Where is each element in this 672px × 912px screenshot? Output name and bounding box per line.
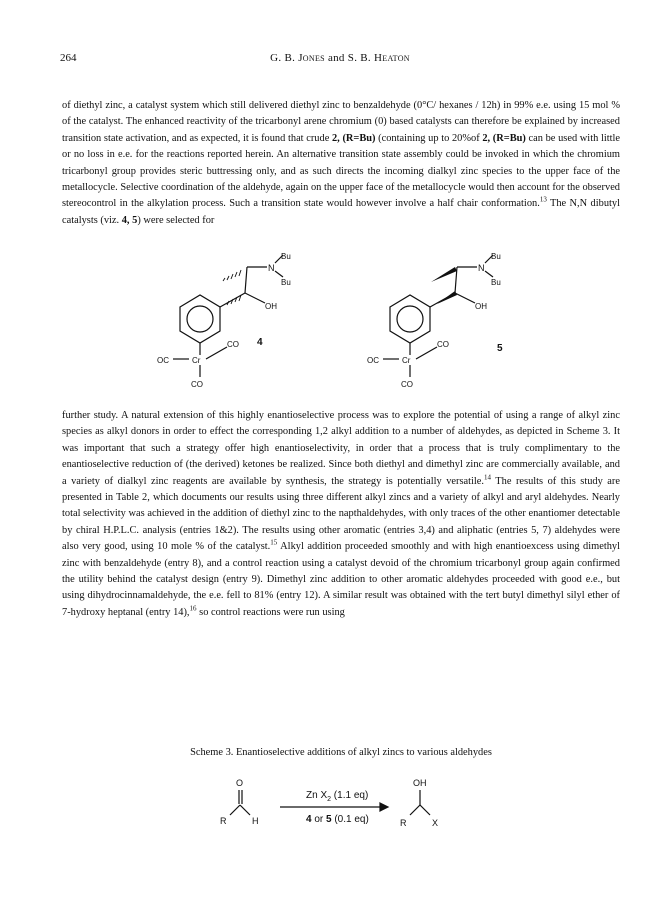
nitrogen-label: N (268, 263, 275, 273)
catalyst-label (306, 814, 369, 825)
catalyst-text: or (311, 814, 327, 825)
butyl-label: Bu (281, 278, 291, 287)
reference-superscript: 13 (539, 195, 547, 204)
butyl-label: Bu (281, 252, 291, 261)
reagent-equivalents: (1.1 eq) (331, 790, 369, 801)
reagent-label (306, 790, 368, 803)
running-head-part: G. B. J (270, 52, 303, 64)
running-head-part: eaton (382, 52, 410, 64)
text-run: so control reactions were run using (196, 606, 345, 618)
oxygen-label: O (236, 778, 244, 788)
text-run: can be used with little or no loss in e.e. for the reactions reported herein. An alternative transition state assembly could be invoked in which the chromium tricarbonyl group provides steric buttressing only, and as such directs the incoming dialkyl zinc species to the upper face of the metallocycle. Selective coordination of the aldehyde, again on the upper face of the metallocycle would then account for the observed stereocontrol in the alkylation process. Such a transition state would however involve a half chair conformation. (62, 132, 620, 210)
carbonyl-label: OC (367, 356, 379, 365)
catalyst-number: 4 (306, 814, 312, 825)
body-paragraph-1 (62, 98, 620, 229)
hydroxyl-label: OH (413, 778, 427, 788)
structure-5-diagram (367, 252, 575, 395)
text-run: The N,N dibutyl catalysts (viz. (62, 198, 620, 226)
compound-ref: 4, 5 (121, 214, 138, 226)
nitrogen-label: N (478, 263, 485, 273)
carbonyl-label: CO (191, 380, 203, 389)
page-header (60, 52, 620, 68)
running-head-part: and S. B. H (324, 52, 383, 64)
butyl-label: Bu (491, 252, 501, 261)
carbonyl-label: CO (227, 340, 239, 349)
reference-superscript: 15 (270, 538, 278, 547)
carbonyl-label: CO (437, 340, 449, 349)
butyl-label: Bu (491, 278, 501, 287)
structure-4-diagram (157, 252, 365, 395)
chromium-label: Cr (192, 356, 201, 365)
reference-superscript: 14 (483, 473, 491, 482)
compound-ref: 2, (R=Bu) (482, 132, 526, 144)
carbonyl-label: CO (401, 380, 413, 389)
hydroxyl-label: OH (265, 302, 277, 311)
carbonyl-label: OC (157, 356, 169, 365)
chromium-label: Cr (402, 356, 411, 365)
catalyst-number: 5 (326, 814, 332, 825)
r-group-label: R (220, 816, 227, 826)
reagent-text: Zn X (306, 790, 328, 801)
text-run: analysis (entries 1&2). The results using other aromatic (entries 3,4) and aliphatic (entries 5, 7) aldehydes were also very good, using 10 mole % of the catalyst. (62, 524, 620, 553)
compound-number: 4 (257, 337, 263, 348)
text-run: ) were selected for (137, 214, 215, 226)
text-run: of diethyl zinc, a catalyst system which still delivered diethyl zinc to benzaldehyde (0°C/ hexanes / 12h) in 99% e.e. using 15 mol % of the catalyst. The enhanced reactivity of the tricarbonyl arene chromium (0) based catalysts can therefore be explained by increased transition state activation, and as expected, it is found that crude (62, 100, 620, 144)
text-run: further study. A natural extension of this highly enantioselective process was to explore the potential of using a range of alkyl zinc species as alkyl donors in order to effect the corresponding 1,2 alkyl addition to a number of aldehydes, as depicted in Scheme 3. It was important that such a strategy offer high enantioselectivity, in order that a process that is truly complimentary to the enantioselective reduction of (the derived) ketones be realized. Since both diethyl and dimethyl zinc are commercially available, and a variety of dialkyl zinc reagents are available by synthesis, the strategy is potentially versatile. (62, 410, 620, 487)
abbreviation: H.P.L.C. (103, 524, 140, 536)
compound-number: 5 (497, 343, 503, 354)
reference-superscript: 16 (189, 604, 197, 613)
scheme-caption: Scheme 3. Enantioselective additions of alkyl zincs to various aldehydes (190, 747, 492, 758)
running-head-part: ones (302, 52, 325, 64)
page-number: 264 (60, 52, 77, 64)
text-run: Alkyl addition proceeded smoothly and with high enantioexcess using dimethyl zinc with benzaldehyde (entry 8), and a control reaction using a catalyst devoid of the chromium tricarbonyl group again confirmed the utility behind the catalyst design (entry 9). Dimethyl zinc addition to other aromatic aldehydes proceeded with good e.e., but using dihydrocinnamaldehyde, the e.e. fell to 81% (entry 12). A similar result was obtained with the tert butyl dimethyl silyl ether of 7-hydroxy heptanal (entry 14), (62, 541, 620, 618)
text-run: (containing up to 20%of (375, 132, 483, 144)
catalyst-equivalents: (0.1 eq) (331, 814, 369, 825)
x-group-label: X (432, 818, 439, 828)
scheme-3-diagram (210, 770, 470, 850)
hydrogen-label: H (252, 816, 259, 826)
compound-ref: 2, (R=Bu) (331, 132, 376, 144)
running-head (60, 52, 620, 64)
text-run: The results of this study are presented in Table 2, which documents our results using three different alkyl zincs and a variety of alkyl and aryl aldehydes. Nearly total selectivity was achieved in the addition of diethyl zinc to the napthaldehydes, with only traces of the other enantiomer detectable by chiral (62, 475, 620, 536)
r-group-label: R (400, 818, 407, 828)
body-paragraph-2 (62, 408, 620, 621)
hydroxyl-label: OH (475, 302, 487, 311)
reagent-subscript: 2 (327, 796, 332, 803)
